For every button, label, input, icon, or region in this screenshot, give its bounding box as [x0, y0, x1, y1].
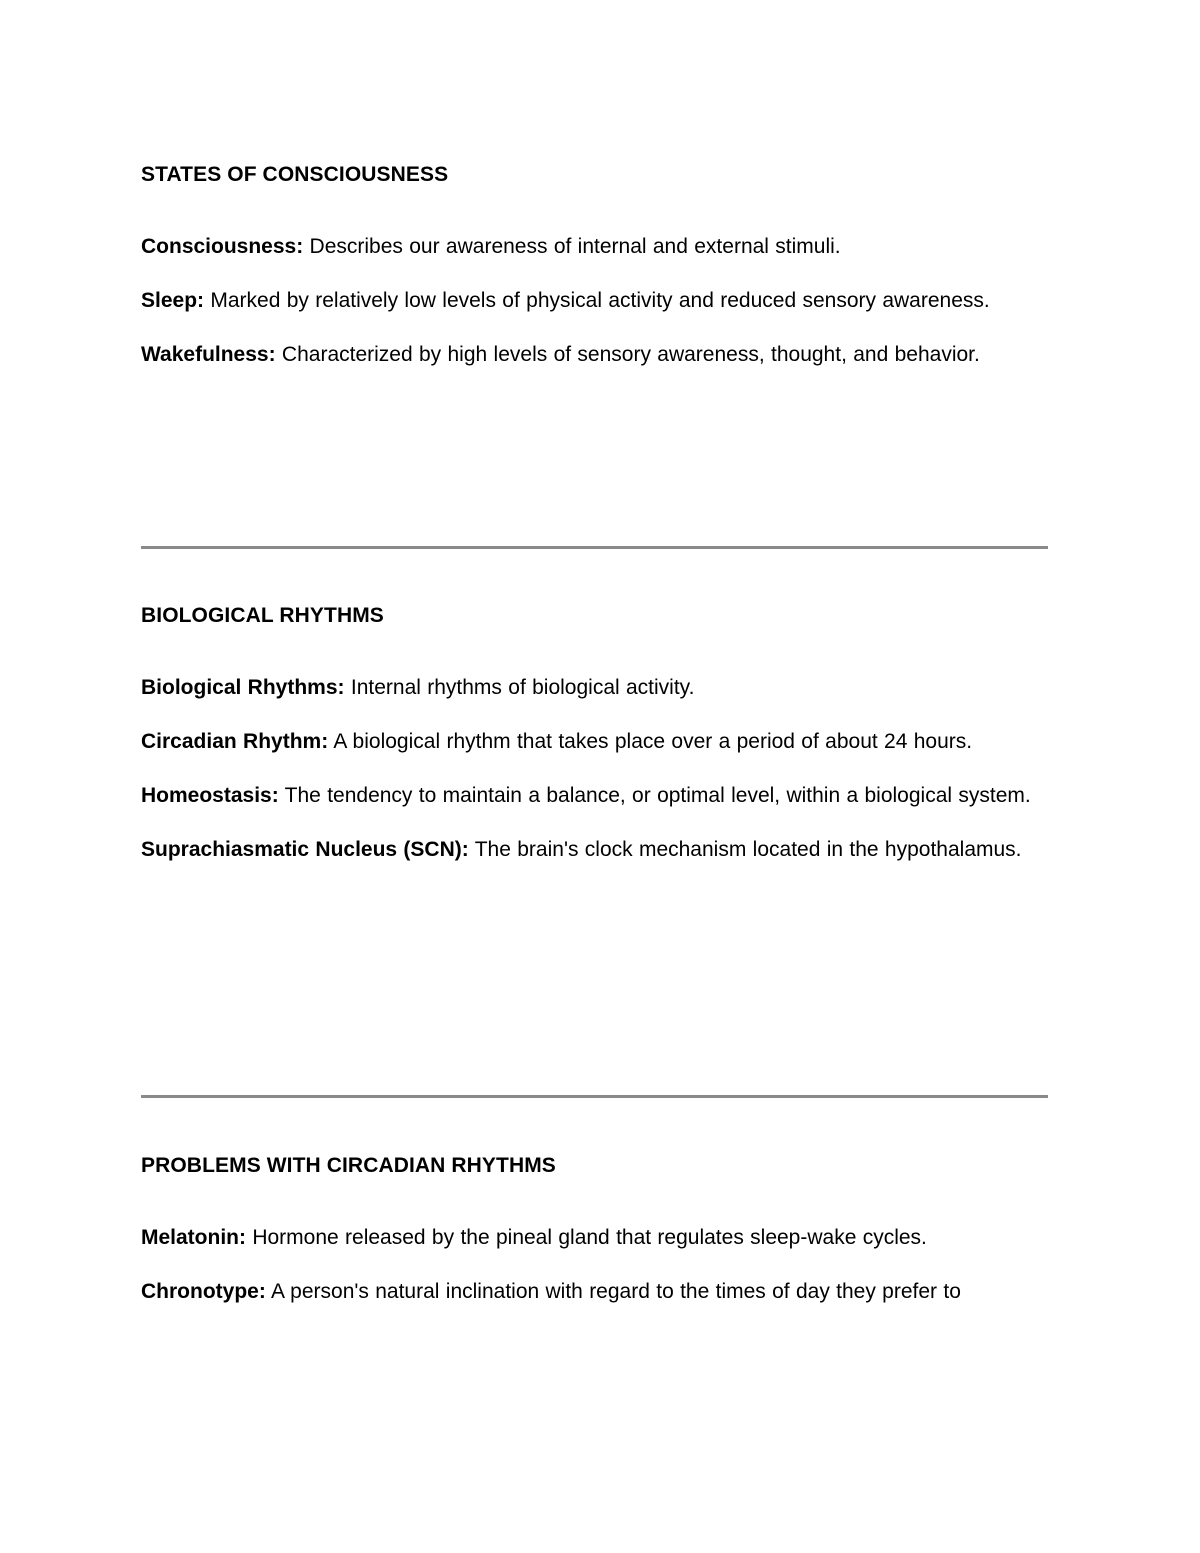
section-title: STATES OF CONSCIOUSNESS: [141, 163, 449, 186]
entry-chronotype: [141, 1265, 1061, 1319]
term: Chronotype:: [141, 1280, 266, 1303]
definition: Hormone released by the pineal gland that regulates sleep-wake cycles.: [246, 1226, 927, 1249]
definition: The tendency to maintain a balance, or optimal level, within a biological system.: [278, 784, 1031, 807]
section-biological-rhythms: [141, 601, 1061, 877]
definition: Internal rhythms of biological activity.: [344, 676, 695, 699]
entry-biological-rhythms: [141, 661, 1061, 715]
definition: A biological rhythm that takes place over a period of about 24 hours.: [328, 730, 973, 753]
term: Sleep:: [141, 289, 205, 312]
term: Circadian Rhythm:: [141, 730, 329, 753]
term: Biological Rhythms:: [141, 676, 345, 699]
section-states-of-consciousness: [141, 160, 1061, 382]
section-title: BIOLOGICAL RHYTHMS: [141, 604, 384, 627]
definition: The brain's clock mechanism located in the hypothalamus.: [468, 838, 1022, 861]
section-problems-with-circadian-rhythms: [141, 1151, 1061, 1319]
entry-sleep: [141, 274, 1061, 328]
section-title: PROBLEMS WITH CIRCADIAN RHYTHMS: [141, 1154, 556, 1177]
definition: Characterized by high levels of sensory awareness, thought, and behavior.: [275, 343, 980, 366]
definition: Marked by relatively low levels of physical activity and reduced sensory awareness.: [204, 289, 990, 312]
section-divider: [141, 1095, 1048, 1098]
term: Suprachiasmatic Nucleus (SCN):: [141, 838, 469, 861]
entry-circadian-rhythm: [141, 715, 1061, 769]
entry-wakefulness: [141, 328, 1061, 382]
term: Melatonin:: [141, 1226, 246, 1249]
term: Consciousness:: [141, 235, 304, 258]
term: Wakefulness:: [141, 343, 276, 366]
term: Homeostasis:: [141, 784, 279, 807]
entry-consciousness: [141, 220, 1061, 274]
entry-melatonin: [141, 1211, 1061, 1265]
section-divider: [141, 546, 1048, 549]
entry-homeostasis: [141, 769, 1061, 823]
definition: Describes our awareness of internal and external stimuli.: [303, 235, 841, 258]
definition: A person's natural inclination with regard to the times of day they prefer to: [265, 1280, 961, 1303]
entry-suprachiasmatic-nucleus: [141, 823, 1061, 877]
